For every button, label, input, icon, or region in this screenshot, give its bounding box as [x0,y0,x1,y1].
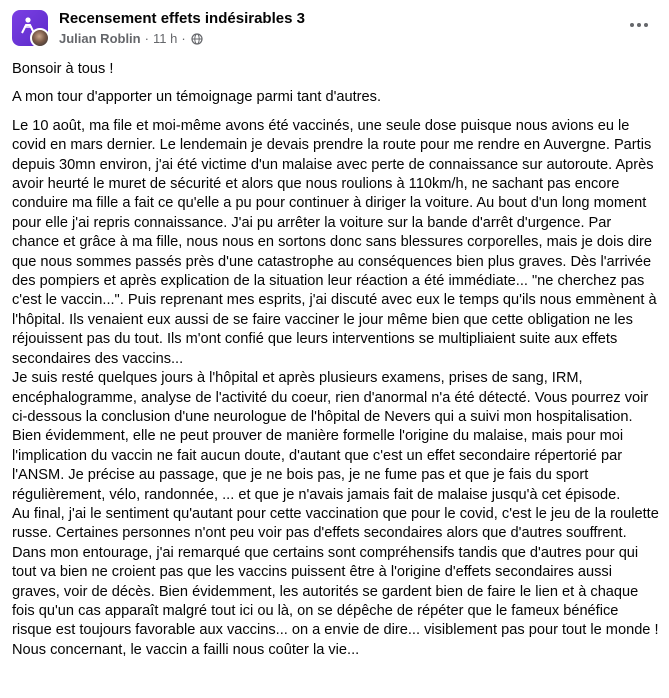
post-timestamp[interactable]: 11 h [152,31,178,46]
post-paragraph-2: Je suis resté quelques jours à l'hôpital et après plusieurs examens, prises de sang, IRM, encéphalogramme, analyse de l'activité du coeur, rien d'anormal n'a été détecté. Vous pourrez voir ci-dessous la conclusion d'une neurologue de l'hôpital de Nevers qui a suivi mon hospitalisation. Bien évidemment, elle ne peut prouver de manière formelle l'origine du malaise, mais pour moi l'implication du vaccin ne fait aucun doute, d'autant que c'est un effet secondaire répertorié par l'ANSM. Je précise au passage, que je ne bois pas, je ne fume pas et que je fais du sport régulièrement, vélo, randonnée, ... et que je n'avais jamais fait de malaise jusqu'à cet épisode. [12,370,649,503]
post-intro: A mon tour d'apporter un témoignage parmi tant d'autres. [12,89,382,106]
post-greeting: Bonsoir à tous ! [12,61,114,77]
more-options-icon [629,22,649,28]
author-avatar[interactable] [30,28,50,48]
post-body [12,60,660,660]
group-name-link[interactable]: Recensement effets indésirables 3 [59,10,305,27]
post-paragraph-1: Le 10 août, ma file et moi-même avons été vaccinés, une seule dose puisque nous avions eu le covid en mars dernier. Le lendemain je devais prendre la route pour me rendre en Auvergne. Partis depuis 30mn environ, j'ai été victime d'un malaise avec perte de connaissance sur autoroute. Après avoir heurté le muret de sécurité et alors que nous roulions à 110km/h, ne sachant pas encore conduire ma fille a fait ce qu'elle a pu pour continuer à diriger la voiture. Au bout d'un long moment pour elle j'ai repris connaissance. J'ai pu arrêter la voiture sur la bande d'arrêt d'urgence. Par chance et grâce à ma fille, nous nous en sortons donc sans blessures corporelles, mais je dois dire que nous sommes passés près d'une catastrophe au conséquences bien plus graves. Dès l'arrivée des pompiers et après explication de la situation leur réaction a été immédiate... "ne cherchez pas c'est le vaccin...". Puis reprenant mes esprits, j'ai discuté avec eux le temps qu'ils nous emmènent à l'hôpital. Ils venaient eux aussi de se faire vacciner le jour même bien que cette obligation ne les réjouissent pas du tout. Ils m'ont confié que leurs interventions se multipliaient suite aux effets secondaires des vaccins... [12,117,657,367]
post-meta [59,31,203,46]
post-paragraph-3: Au final, j'ai le sentiment qu'autant pour cette vaccination que pour le covid, c'est le jeu de la roulette russe. Certaines personnes n'ont peu voir pas d'effets secondaires alors que d'autres souffrent. Dans mon entourage, j'ai remarqué que certains sont compréhensifs tandis que d'autres pour qui tout va bien ne croient pas que les vaccins puissent être à l'origine d'effets secondaires aussi graves, voir de décès. Bien évidemment, les autorités se gardent bien de faire le lien et à chaque fois qu'un cas apparaît malgré tout ici ou là, on se dépêche de répéter que le fameux bénéfice risque est toujours favorable aux vaccins... on a envie de dire... visiblement pas pour tout le monde ! Nous concernant, le vaccin a failli nous coûter la vie... [12,505,659,658]
meta-separator: · [144,31,149,46]
more-options-button[interactable] [625,14,653,36]
meta-separator-2: · [181,31,186,46]
post-header [12,8,657,50]
globe-icon[interactable] [191,33,203,45]
author-name-link[interactable]: Julian Roblin [59,31,141,46]
